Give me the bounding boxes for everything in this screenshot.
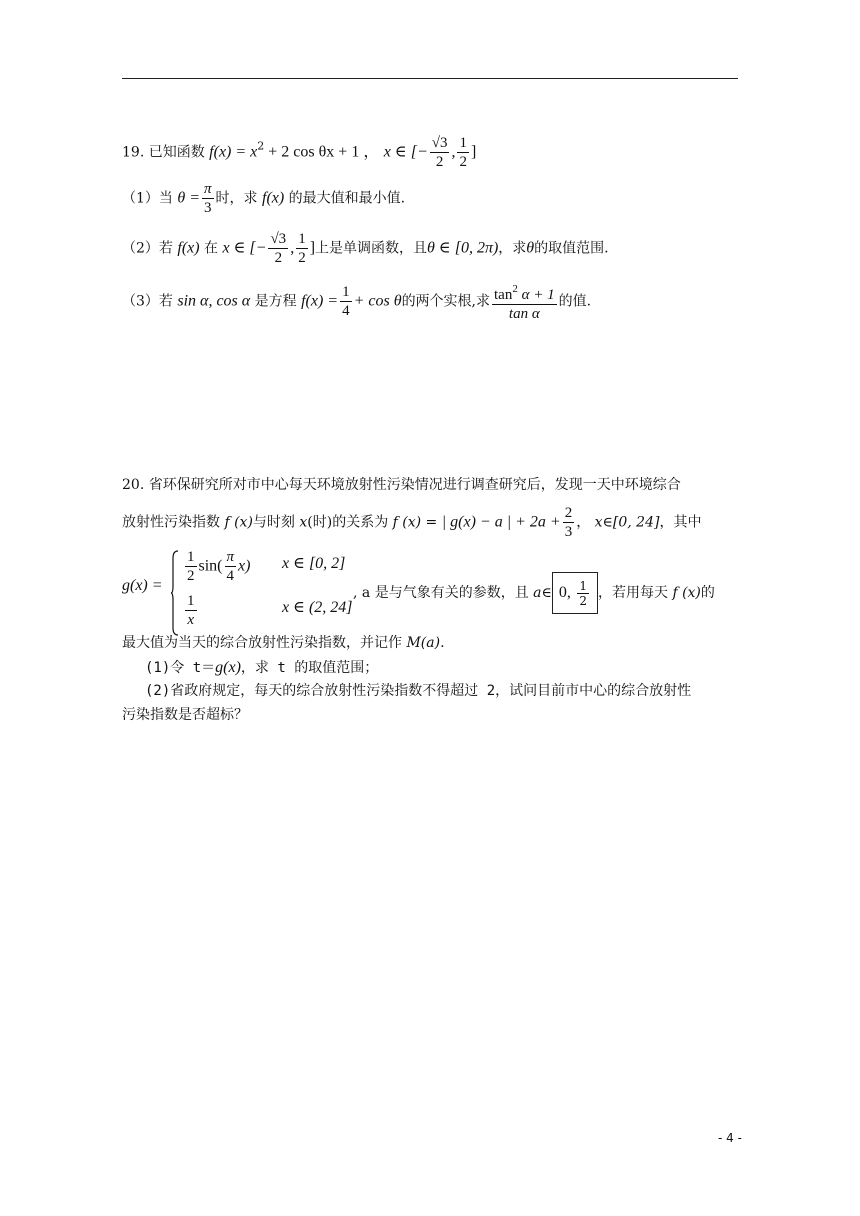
- g-tail-half-d: 2: [579, 593, 587, 608]
- q19-p2-sqrt3-over-2: [268, 230, 288, 267]
- g-tail-b: ，若用每天: [597, 585, 668, 601]
- q19-p3-tan-den: tan α: [508, 306, 540, 322]
- q19-p1-a: （1）当: [122, 190, 173, 207]
- page-number: - 4 -: [718, 1131, 742, 1145]
- q20-line2-c: (时)的关系为: [307, 514, 389, 531]
- q20-sub2-a: (2)省政府规定，每天的综合放射性污染指数不得超过 2，试问目前市中心的综合放射性: [145, 683, 692, 699]
- q19-p1-b: 时，求: [215, 190, 258, 207]
- g-tail-half-n: 1: [579, 578, 587, 593]
- g-case1-d: 2: [187, 568, 195, 584]
- q20-line2: [122, 504, 701, 541]
- q19-p1-fx: f(x): [262, 189, 285, 207]
- q19-half: [457, 134, 469, 171]
- q19-p2-bracket-close: ]: [309, 239, 316, 257]
- q20-sub1-b: ，求 t 的取值范围；: [240, 660, 379, 676]
- q19-p2-half-d: 2: [298, 250, 306, 266]
- q19-p3-cos: + cos θ: [353, 292, 402, 310]
- g-case2-d: x: [187, 612, 195, 628]
- q20-line2-domain: x∈[0, 24]: [594, 514, 660, 531]
- q19-p2-theta: θ: [526, 239, 535, 257]
- q19-p3-quarter: [340, 283, 352, 320]
- g-case1-sin: sin(: [198, 557, 223, 575]
- q20-line4: [122, 636, 445, 650]
- q20-line2-b: 与时刻: [252, 514, 295, 531]
- g-case2-dom: x ∈ (2, 24]: [282, 599, 353, 616]
- g-case1-pi-over-4: [225, 548, 237, 585]
- q19-p2-half: [296, 230, 308, 267]
- g-case2-domain: [282, 600, 353, 616]
- q20-line1-text: 20. 省环保研究所对市中心每天环境放射性污染情况进行调查研究后，发现一天中环境综合: [122, 477, 681, 493]
- q20-sub1-a: (1)令 t＝: [145, 660, 216, 676]
- q19-p3-fx: f(x) =: [301, 292, 339, 310]
- g-case1-dom: x ∈ [0, 2]: [282, 555, 346, 572]
- g-case1-half: [185, 548, 197, 585]
- q19-p3-quarter-d: 4: [342, 303, 350, 319]
- q20-sub1: [145, 660, 378, 676]
- q20-line2-fx: f (x): [224, 514, 253, 531]
- q20-line2-three: 3: [564, 524, 573, 540]
- g-case2: [183, 592, 199, 629]
- q19-p1-theta: θ =: [177, 189, 201, 207]
- q20-line2-x: x: [299, 514, 308, 531]
- q19-p1-pi: π: [204, 181, 212, 197]
- q19-func-exp: 2: [257, 139, 265, 153]
- q19-p3-d: 的值.: [558, 293, 592, 310]
- g-tail-fx: f (x): [672, 585, 701, 601]
- q19-sqrt3-over-2: [430, 134, 450, 171]
- q20-sub1-g: g(x): [215, 659, 241, 676]
- q19-domain-prefix: x ∈ [−: [383, 143, 428, 161]
- q19-p2-fx: f(x): [177, 239, 200, 257]
- q20-line2-fx2: f (x) =: [392, 514, 438, 531]
- g-case1-pi: π: [226, 549, 235, 565]
- q19-p2-d: ，求: [498, 240, 527, 257]
- g-case1-n: 1: [187, 549, 195, 565]
- g-tail-c: 的: [700, 585, 715, 601]
- q19-p2-b: 在: [204, 240, 219, 257]
- g-tail-half: [577, 579, 589, 608]
- q20-line1: [122, 478, 681, 492]
- q20-line2-abs: | g(x) − a | + 2a +: [441, 513, 561, 531]
- q19-p1-three: 3: [204, 200, 212, 216]
- q19-func-rhs: + 2 cos θx + 1 ，: [264, 143, 380, 161]
- q19-stem: [122, 134, 476, 171]
- q20-sub2-line2: [122, 708, 248, 722]
- q19-sqrt3: √3: [431, 135, 448, 151]
- q20-line2-d: ，: [576, 514, 591, 531]
- g-tail-interval: [552, 572, 598, 614]
- g-case1-domain: [282, 556, 345, 572]
- q19-half-n: 1: [459, 135, 467, 151]
- q20-line2-two: 2: [564, 505, 573, 521]
- q20-line4-m: M(a): [406, 635, 441, 651]
- q19-p2-two: 2: [274, 250, 283, 266]
- q19-p2-a: （2）若: [122, 240, 173, 257]
- q19-two: 2: [435, 154, 444, 170]
- g-tail-a-var: a: [533, 585, 542, 601]
- q19-p3-b: 是方程: [254, 293, 297, 310]
- q20-line2-two-thirds: [563, 504, 575, 541]
- q19-p3-tan-num: [492, 280, 557, 305]
- q19-p2-c: 上是单调函数，且: [315, 240, 428, 257]
- q20-line4-end: .: [440, 635, 445, 651]
- q19-p2-half-n: 1: [298, 231, 306, 247]
- g-case1-four: 4: [226, 568, 234, 584]
- g-tail-in: ∈: [541, 585, 552, 601]
- q19-p1-pi-over-3: [202, 180, 214, 217]
- g-case2-n: 1: [187, 593, 195, 609]
- q19-p3-quarter-n: 1: [342, 284, 350, 300]
- q19-p3-tan-rest: α + 1: [517, 287, 555, 303]
- q19-p2-comma: ,: [290, 239, 295, 257]
- q19-p2-sqrt3: √3: [270, 231, 287, 247]
- q19-half-d: 2: [459, 154, 467, 170]
- q19-part2: [122, 230, 609, 267]
- q19-p3-tan-word: tan: [494, 287, 513, 303]
- g-case1: [183, 548, 250, 585]
- q20-line2-e: ，其中: [659, 514, 702, 531]
- q19-p2-x: x ∈ [−: [222, 239, 267, 257]
- q19-p3-tan-frac: [492, 280, 557, 323]
- q19-p2-e: 的取值范围.: [534, 240, 609, 257]
- q19-func-lhs: f(x) = x: [209, 143, 258, 161]
- q19-comma: ,: [451, 143, 456, 161]
- q19-p3-c: 的两个实根,求: [401, 293, 491, 310]
- q19-p3-tan-exp: 2: [512, 283, 518, 295]
- q19-part1: [122, 180, 405, 217]
- q19-bracket-close: ]: [470, 143, 477, 161]
- q20-line2-a: 放射性污染指数: [122, 514, 220, 531]
- q19-p1-c: 的最大值和最小值.: [288, 190, 406, 207]
- g-lhs: [122, 578, 163, 594]
- g-lhs-text: g(x) =: [122, 577, 163, 594]
- q20-sub2-b: 污染指数是否超标？: [122, 707, 248, 723]
- g-case1-x: x): [238, 557, 251, 575]
- g-tail-zero: 0,: [558, 584, 571, 601]
- q20-sub2-line1: [145, 684, 691, 698]
- header-rule: [122, 78, 738, 79]
- g-tail: [353, 572, 715, 614]
- g-case2-frac: [185, 592, 197, 629]
- q19-p2-theta-range: θ ∈ [0, 2π): [427, 239, 499, 257]
- q19-stem-text: 19. 已知函数: [122, 144, 205, 161]
- q19-part3: [122, 280, 591, 323]
- q20-line4-text: 最大值为当天的综合放射性污染指数，并记作: [122, 635, 402, 651]
- q19-p3-a: （3）若: [122, 293, 173, 310]
- q19-p3-sincos: sin α, cos α: [177, 292, 251, 310]
- piecewise-brace-icon: [171, 550, 179, 636]
- g-tail-a: , a 是与气象有关的参数，且: [353, 585, 529, 601]
